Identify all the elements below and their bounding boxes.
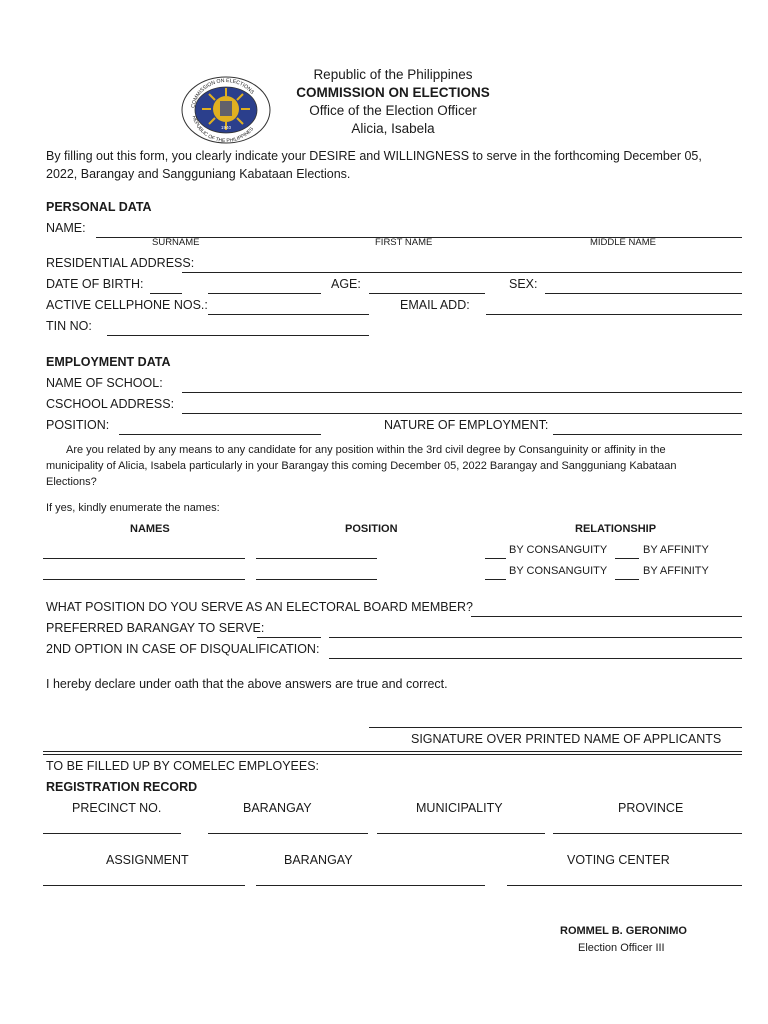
svg-text:1940: 1940 (220, 125, 232, 130)
first-name-caption: FIRST NAME (375, 237, 433, 248)
consanguity-checkbox-2[interactable] (485, 579, 506, 580)
age-field[interactable] (369, 293, 485, 294)
barangay-field[interactable] (208, 833, 368, 834)
name-label: NAME: (46, 221, 86, 235)
oath-statement: I hereby declare under oath that the above answers are true and correct. (46, 677, 448, 691)
affinity-checkbox-1[interactable] (615, 558, 639, 559)
position-field[interactable] (119, 434, 321, 435)
nature-employment-field[interactable] (553, 434, 742, 435)
if-yes-label: If yes, kindly enumerate the names: (46, 502, 220, 514)
relative-name-field-1[interactable] (43, 558, 245, 559)
consanguity-label-2: BY CONSANGUITY (509, 565, 608, 577)
tin-label: TIN NO: (46, 319, 92, 333)
registration-record-heading: REGISTRATION RECORD (46, 780, 198, 794)
barangay-label: BARANGAY (243, 801, 312, 815)
comelec-seal-logo (180, 74, 272, 144)
officer-title: Election Officer III (578, 942, 665, 954)
address-label: RESIDENTIAL ADDRESS: (46, 256, 195, 270)
email-label: EMAIL ADD: (400, 298, 470, 312)
position-label: POSITION: (46, 418, 110, 432)
position-column-header: POSITION (345, 523, 398, 535)
consanguity-label-1: BY CONSANGUITY (509, 544, 608, 556)
svg-text:COMMISSION ON ELECTIONS: COMMISSION ON ELECTIONS (190, 77, 255, 109)
middle-name-caption: MIDDLE NAME (590, 237, 656, 248)
second-option-field[interactable] (329, 658, 742, 659)
names-column-header: NAMES (130, 523, 170, 535)
second-option-label: 2ND OPTION IN CASE OF DISQUALIFICATION: (46, 642, 320, 656)
preferred-barangay-field-part2[interactable] (329, 637, 742, 638)
preferred-barangay-label: PREFERRED BARANGAY TO SERVE: (46, 621, 265, 635)
sex-field[interactable] (545, 293, 742, 294)
svg-text:REPUBLIC OF THE PHILIPPINES: REPUBLIC OF THE PHILIPPINES (190, 115, 256, 144)
province-field[interactable] (553, 833, 742, 834)
cellphone-field[interactable] (208, 314, 369, 315)
preferred-barangay-field-part1[interactable] (257, 637, 321, 638)
header-location: Alicia, Isabela (351, 121, 435, 136)
header-office: Office of the Election Officer (309, 103, 477, 118)
precinct-field[interactable] (43, 833, 181, 834)
municipality-field[interactable] (377, 833, 545, 834)
employment-data-heading: EMPLOYMENT DATA (46, 355, 171, 369)
address-field[interactable] (182, 272, 742, 273)
nature-employment-label: NATURE OF EMPLOYMENT: (384, 418, 549, 432)
assignment-field[interactable] (43, 885, 245, 886)
relative-name-field-2[interactable] (43, 579, 245, 580)
separator-top (43, 751, 742, 752)
signature-field[interactable] (369, 727, 742, 728)
province-label: PROVINCE (618, 801, 684, 815)
dob-label: DATE OF BIRTH: (46, 277, 144, 291)
header-country: Republic of the Philippines (313, 67, 473, 82)
officer-name: ROMMEL B. GERONIMO (560, 925, 687, 937)
electoral-position-field[interactable] (471, 616, 742, 617)
municipality-label: MUNICIPALITY (416, 801, 503, 815)
affinity-label-2: BY AFFINITY (643, 565, 709, 577)
school-address-field[interactable] (182, 413, 742, 414)
age-label: AGE: (331, 277, 361, 291)
consanguity-checkbox-1[interactable] (485, 558, 506, 559)
relationship-column-header: RELATIONSHIP (575, 523, 657, 535)
electoral-position-question: WHAT POSITION DO YOU SERVE AS AN ELECTORAL BOARD MEMBER? (46, 600, 473, 614)
tin-field[interactable] (107, 335, 369, 336)
signature-caption: SIGNATURE OVER PRINTED NAME OF APPLICANTS (411, 732, 722, 746)
affinity-checkbox-2[interactable] (615, 579, 639, 580)
sex-label: SEX: (509, 277, 538, 291)
relative-position-field-1[interactable] (256, 558, 377, 559)
school-address-label: CSCHOOL ADDRESS: (46, 397, 175, 411)
surname-caption: SURNAME (152, 237, 200, 248)
header-agency: COMMISSION ON ELECTIONS (296, 85, 490, 100)
school-field[interactable] (182, 392, 742, 393)
assignment-barangay-label: BARANGAY (284, 853, 353, 867)
dob-field-part2[interactable] (208, 293, 321, 294)
separator-bottom (43, 754, 742, 755)
assignment-barangay-field[interactable] (256, 885, 485, 886)
school-label: NAME OF SCHOOL: (46, 376, 163, 390)
precinct-label: PRECINCT NO. (72, 801, 162, 815)
relative-position-field-2[interactable] (256, 579, 377, 580)
cellphone-label: ACTIVE CELLPHONE NOS.: (46, 298, 208, 312)
assignment-label: ASSIGNMENT (106, 853, 189, 867)
relation-question: Are you related by any means to any candidate for any position within the 3rd civil degree by Consanguinity or affinity in the municipality of Alicia, Isabela particularly in your Barangay this coming December 05, 2022 Barangay and Sangguniang Kabataan Elections? (46, 444, 677, 488)
comelec-fill-label: TO BE FILLED UP BY COMELEC EMPLOYEES: (46, 759, 320, 773)
personal-data-heading: PERSONAL DATA (46, 200, 152, 214)
dob-field-part1[interactable] (150, 293, 182, 294)
voting-center-field[interactable] (507, 885, 742, 886)
email-field[interactable] (486, 314, 742, 315)
voting-center-label: VOTING CENTER (567, 853, 670, 867)
affinity-label-1: BY AFFINITY (643, 544, 709, 556)
intro-paragraph: By filling out this form, you clearly indicate your DESIRE and WILLINGNESS to serve in the forthcoming December 05, 2022, Barangay and Sangguniang Kabataan Elections. (46, 149, 702, 181)
